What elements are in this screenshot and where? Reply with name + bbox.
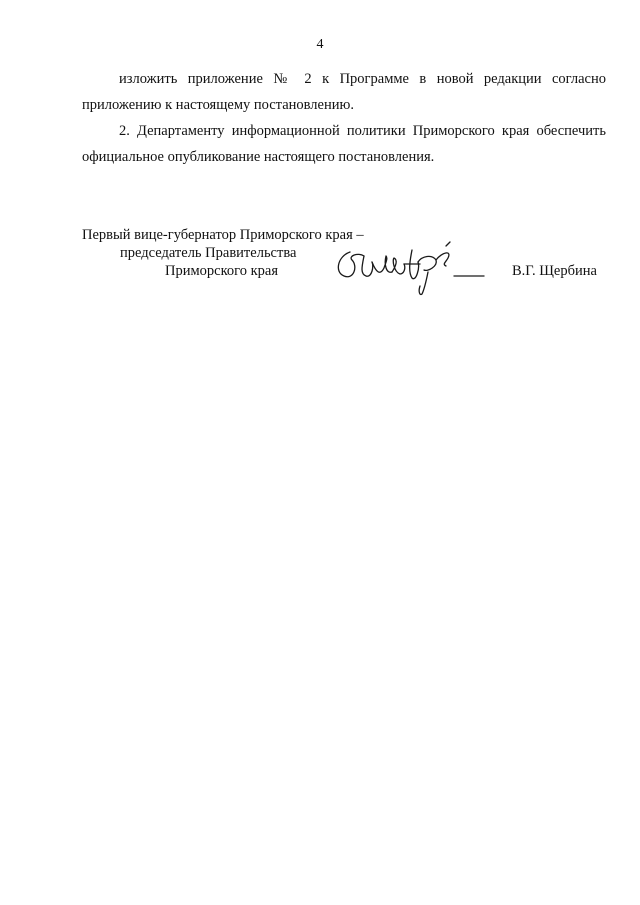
handwritten-signature	[328, 238, 488, 298]
page-number: 4	[316, 37, 324, 52]
signatory-name: В.Г. Щербина	[512, 263, 597, 279]
paragraph-1-text: изложить приложение № 2 к Программе в новой редакции согласно приложению к настоящему постановлению.	[82, 71, 606, 113]
paragraph-2	[82, 118, 606, 170]
paragraph-1	[82, 66, 606, 118]
signatory-position-line-2: председатель Правительства	[120, 245, 297, 261]
signatory-position-line-3: Приморского края	[165, 263, 279, 279]
paragraph-2-text: 2. Департаменту информационной политики Приморского края обеспечить официальное опубликование настоящего постановления.	[82, 123, 606, 165]
signatory-position-line-1: Первый вице-губернатор Приморского края –	[82, 227, 364, 243]
